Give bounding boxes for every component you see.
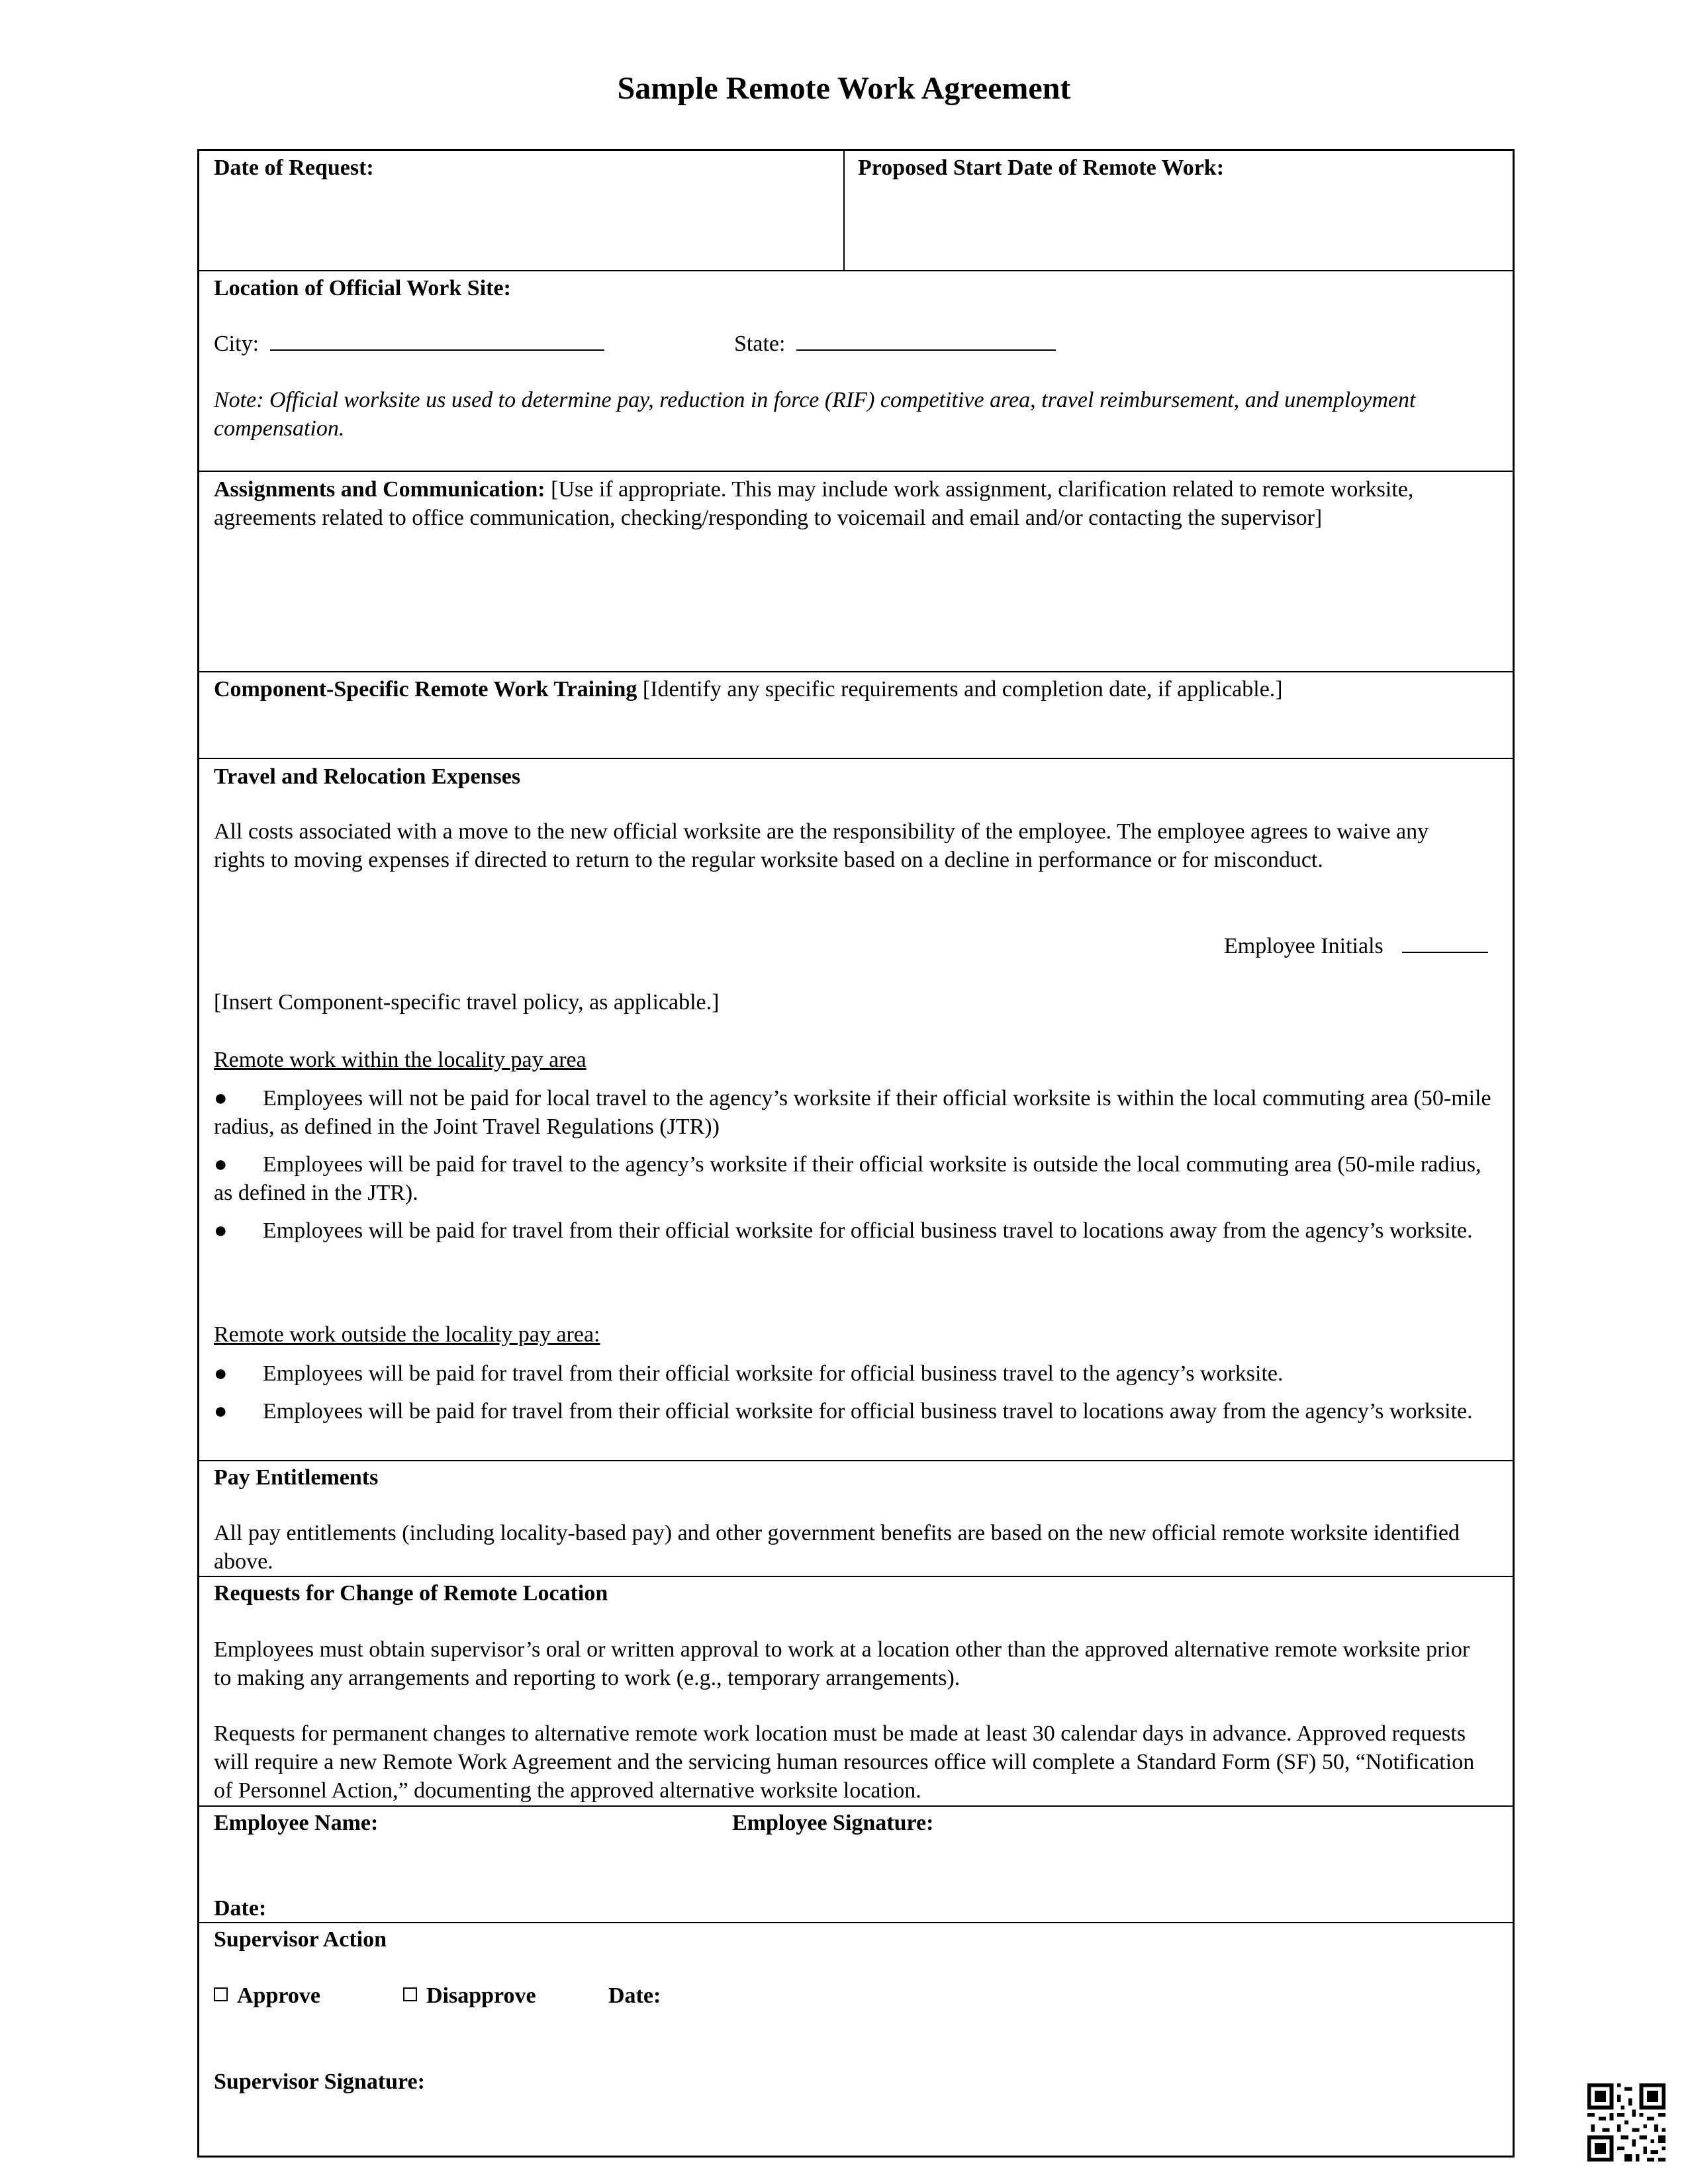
assignments-text: [Use if appropriate. This may include work assignment, clarification related to remote worksite, agreements related to office communication, checking/responding to voicemail and email and/or contacting the supervisor]: [214, 477, 1414, 530]
city-field[interactable]: [270, 330, 604, 351]
pay-heading: Pay Entitlements: [214, 1465, 379, 1490]
worksite-note: Note: Official worksite us used to determine pay, reduction in force (RIF) competitive area, travel reimbursement, and unemployment compensation.: [214, 388, 1416, 441]
page-title: Sample Remote Work Agreement: [617, 71, 1071, 106]
training-heading: Component-Specific Remote Work Training: [214, 677, 637, 702]
employee-name-field[interactable]: [214, 1839, 717, 1891]
city-row: [214, 330, 604, 358]
employee-initials-label: Employee Initials: [1224, 934, 1383, 958]
list-item: Employees will be paid for travel to the agency’s worksite if their official worksite is outside the local commuting area (50-mile radius, as defined in the JTR).: [214, 1152, 1481, 1205]
employee-initials-field[interactable]: [1402, 932, 1488, 953]
employee-signature-field[interactable]: [732, 1839, 1493, 1891]
bullet-icon: ●: [214, 1152, 228, 1177]
assignments-section: [214, 475, 1491, 532]
divider: [199, 471, 1513, 472]
divider: [199, 758, 1513, 759]
agreement-form: [197, 149, 1515, 2158]
divider: [199, 1460, 1513, 1461]
approve-checkbox[interactable]: [214, 1987, 228, 2001]
supervisor-signature-field[interactable]: [214, 2100, 1491, 2153]
bullet-icon: ●: [214, 1361, 228, 1386]
disapprove-checkbox[interactable]: [403, 1987, 417, 2001]
bullet-icon: ●: [214, 1218, 228, 1243]
proposed-start-date-field[interactable]: [858, 177, 1493, 263]
qr-code-icon: [1587, 2083, 1665, 2161]
approve-label: Approve: [237, 1983, 320, 2008]
divider: [199, 1576, 1513, 1577]
disapprove-option[interactable]: [403, 1981, 536, 2010]
training-text: [Identify any specific requirements and completion date, if applicable.]: [637, 677, 1283, 702]
list-item: Employees will be paid for travel from their official worksite for official business travel to locations away from the agency’s worksite.: [263, 1399, 1473, 1424]
pay-text: All pay entitlements (including locality-based pay) and other government benefits are based on the new official remote worksite identified above.: [214, 1521, 1460, 1574]
travel-paragraph: All costs associated with a move to the new official worksite are the responsibility of the employee. The employee agrees to waive any rights to moving expenses if directed to return to the regular worksite based on a decline in performance or for misconduct.: [214, 819, 1429, 872]
date-of-request-label: Date of Request:: [214, 156, 374, 180]
change-heading: Requests for Change of Remote Location: [214, 1581, 608, 1606]
state-label: State:: [734, 332, 786, 356]
proposed-start-date-label: Proposed Start Date of Remote Work:: [858, 156, 1225, 180]
divider: [199, 1805, 1513, 1807]
list-item: Employees will be paid for travel from their official worksite for official business travel to the agency’s worksite.: [263, 1361, 1284, 1386]
worksite-heading: Location of Official Work Site:: [214, 276, 511, 300]
training-section: [214, 675, 1491, 704]
employee-signature-label: Employee Signature:: [732, 1811, 934, 1835]
travel-policy-note: [Insert Component-specific travel policy, as applicable.]: [214, 990, 720, 1015]
change-paragraph-2: Requests for permanent changes to alternative remote work location must be made at least 30 calendar days in advance. Approved requests will require a new Remote Work Agreement and the servicing human resources office will complete a Standard Form (SF) 50, “Notification of Personnel Action,” documenting the approved alternative worksite location.: [214, 1721, 1475, 1803]
within-locality-heading: Remote work within the locality pay area: [214, 1048, 586, 1072]
travel-heading: Travel and Relocation Expenses: [214, 764, 521, 789]
city-label: City:: [214, 332, 259, 356]
list-item: Employees will be paid for travel from their official worksite for official business travel to locations away from the agency’s worksite.: [263, 1218, 1473, 1243]
state-row: [734, 330, 1056, 358]
employee-date-label: Date:: [214, 1896, 267, 1921]
supervisor-signature-label: Supervisor Signature:: [214, 2070, 425, 2094]
employee-name-label: Employee Name:: [214, 1811, 379, 1835]
divider: [199, 1922, 1513, 1923]
change-paragraph-1: Employees must obtain supervisor’s oral or written approval to work at a location other than the approved alternative remote worksite prior to making any arrangements and reporting to work (e.g., temporary arrangements).: [214, 1637, 1470, 1690]
supervisor-heading: Supervisor Action: [214, 1927, 387, 1952]
employee-initials-row: [1224, 932, 1488, 960]
approve-option[interactable]: [214, 1981, 320, 2010]
state-field[interactable]: [796, 330, 1056, 351]
bullet-icon: ●: [214, 1399, 228, 1424]
bullet-icon: ●: [214, 1086, 228, 1111]
divider: [199, 270, 1513, 271]
disapprove-label: Disapprove: [426, 1983, 536, 2008]
divider: [843, 151, 845, 271]
list-item: Employees will not be paid for local travel to the agency’s worksite if their official worksite is within the local commuting area (50-mile radius, as defined in the Joint Travel Regulations (JTR)): [214, 1086, 1491, 1139]
assignments-heading: Assignments and Communication:: [214, 477, 545, 502]
date-of-request-field[interactable]: [214, 177, 836, 263]
outside-locality-heading: Remote work outside the locality pay area:: [214, 1322, 600, 1347]
divider: [199, 671, 1513, 672]
supervisor-date-label: Date:: [608, 1983, 661, 2008]
